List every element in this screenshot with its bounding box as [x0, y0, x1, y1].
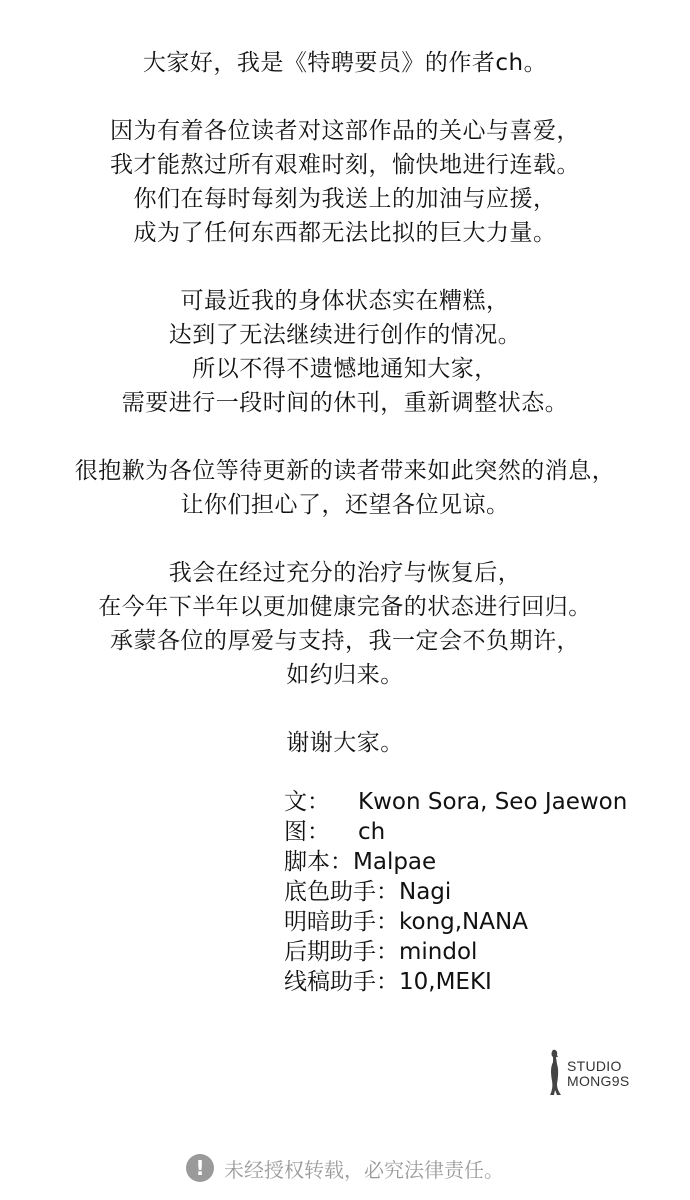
meerkat-icon: [545, 1048, 565, 1100]
credit-role: 线稿助手：: [284, 969, 399, 995]
notice-paragraph: [0, 454, 690, 522]
notice-line: 所以不得不遗憾地通知大家，: [192, 356, 498, 382]
credit-name: Kwon Sora, Seo Jaewon: [358, 789, 628, 815]
notice-line: 达到了无法继续进行创作的情况。: [168, 322, 522, 348]
notice-paragraph: [0, 284, 690, 420]
credit-name: kong,NANA: [399, 909, 528, 935]
notice-line: 你们在每时每刻为我送上的加油与应援，: [133, 186, 557, 212]
notice-paragraph: [0, 46, 690, 80]
credit-row-shading: [284, 907, 627, 937]
credit-row-art: [284, 817, 627, 847]
credit-role: 文：: [284, 789, 330, 815]
credit-row-post: [284, 937, 627, 967]
credit-name: Malpae: [353, 849, 437, 875]
copyright-text: 未经授权转载，必究法律责任。: [224, 1157, 504, 1182]
notice-paragraph: [0, 556, 690, 692]
studio-logo: [545, 1048, 665, 1100]
copyright-notice: [0, 1150, 690, 1186]
notice-line: 可最近我的身体状态实在糟糕，: [180, 288, 510, 314]
notice-text: [0, 46, 690, 794]
notice-line: 让你们担心了，还望各位见谅。: [180, 492, 510, 518]
credit-name: Nagi: [399, 879, 452, 905]
credit-role: 图：: [284, 819, 330, 845]
credit-name: 10,MEKI: [399, 969, 492, 995]
notice-line: 如约归来。: [286, 662, 404, 688]
credit-name: ch: [358, 819, 386, 845]
notice-paragraph: [0, 114, 690, 250]
notice-line: 需要进行一段时间的休刊，重新调整状态。: [121, 390, 569, 416]
notice-paragraph: [0, 726, 690, 760]
notice-line: 谢谢大家。: [286, 730, 404, 756]
credit-row-flat-color: [284, 877, 627, 907]
logo-line-2: MONG9S: [567, 1073, 630, 1089]
credit-role: 后期助手：: [284, 939, 399, 965]
notice-line: 在今年下半年以更加健康完备的状态进行回归。: [98, 594, 592, 620]
notice-line: 我才能熬过所有艰难时刻，愉快地进行连载。: [110, 152, 580, 178]
logo-line-1: STUDIO: [567, 1058, 622, 1074]
notice-line: 成为了任何东西都无法比拟的巨大力量。: [133, 220, 557, 246]
credit-row-writer: [284, 787, 627, 817]
notice-line: 很抱歉为各位等待更新的读者带来如此突然的消息，: [74, 458, 616, 484]
notice-line: 我会在经过充分的治疗与恢复后，: [168, 560, 522, 586]
credit-role: 明暗助手：: [284, 909, 399, 935]
credit-name: mindol: [399, 939, 478, 965]
credit-row-script: [284, 847, 627, 877]
credit-role: 底色助手：: [284, 879, 399, 905]
logo-text: [567, 1059, 629, 1089]
credits-list: [284, 787, 627, 997]
notice-line: 大家好，我是《特聘要员》的作者ch。: [142, 50, 548, 76]
credit-role: 脚本：: [284, 849, 353, 875]
exclamation-icon: !: [186, 1154, 214, 1182]
notice-line: 因为有着各位读者对这部作品的关心与喜爱，: [110, 118, 580, 144]
credit-row-lineart: [284, 967, 627, 997]
notice-line: 承蒙各位的厚爱与支持，我一定会不负期许，: [110, 628, 580, 654]
